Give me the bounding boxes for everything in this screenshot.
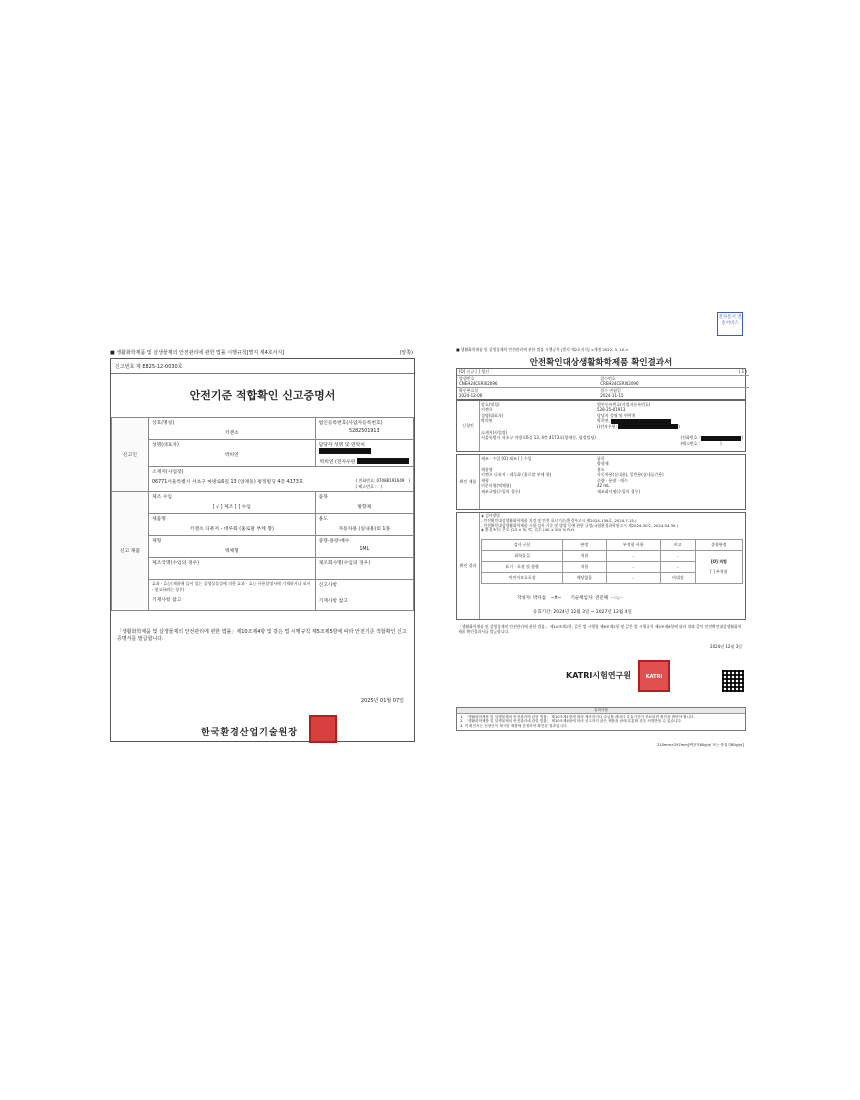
trade-name-cell: 상호(명칭) 키젠츠 bbox=[149, 418, 316, 440]
capacity-cell: 중량·용량·매수 1ML bbox=[315, 535, 413, 557]
redacted-block bbox=[357, 458, 409, 464]
product-name-cell: 제품명 키젠츠 디퓨저 - 데루화 (홈로말 부케 향) bbox=[149, 513, 316, 535]
applicant-box: 신청인 상호(명칭) 키젠츠법인등록번호(사업자등록번호) 528-25-01913 성명(대표자) 박희연담당자 성명 및 연락처 박희연, ((전자우편: ) 소재지(사업장) 서울특별시 서초구 마방로6길 13, 4층 4173호(양재동, 평정빌딩) (전화번호 : ) (팩스번호 : ) bbox=[456, 400, 746, 452]
applicant-label: 신청인 bbox=[457, 401, 480, 451]
redacted-block bbox=[611, 419, 671, 424]
certificate-frame bbox=[110, 358, 415, 742]
table-row: 표기 · 포장 및 함량 적합 - - bbox=[482, 562, 743, 573]
form-reference: ■ 생활화학제품 및 살생물제의 안전관리에 관한 법률 시행규칙 [별지 제2호서식] <개정 2022. 3. 10.> bbox=[456, 347, 629, 352]
e-document-stamp-icon: 전자문서 전송서비스 bbox=[717, 312, 743, 336]
issue-date: 2025년 01월 07일 bbox=[360, 698, 404, 704]
table-row: 화학물질 적합 - - [O] 적합 [ ] 부적합 bbox=[482, 551, 743, 562]
certificate-note: 「생활화학제품 및 살생물제의 안전관리에 관한 법률」제10조제4항 및 같은 법 시행규칙 제5조제5항에 따라 안전기준 적합확인 신고증명서를 발급합니다. bbox=[117, 629, 407, 642]
safety-check-result-report bbox=[456, 310, 746, 750]
certificate-table bbox=[111, 417, 414, 611]
report-date: 2024년 12월 3일 bbox=[710, 644, 742, 649]
reporter-label: 신고인 bbox=[112, 418, 149, 492]
ceo-cell: 성명(대표자) 박희연 bbox=[149, 440, 316, 467]
form-cell: 제형 액체형 bbox=[149, 535, 316, 557]
org-name: KATRI시험연구원 bbox=[566, 671, 632, 680]
mfg-cell: 제조 수입 [ √ ] 제조 [ ] 수입 bbox=[149, 491, 316, 513]
validity-period: 유효기간: 2024년 12월 3일 ~ 2027년 12월 4일 bbox=[533, 610, 632, 615]
results-table: 검사 구분 판정 부적합 사항 비고 종합판정 화학물질 적합 - - [O] 적합 [ ] 부적합 표기 · 포장 및 함량 적합 - - 어린이보호포장 해당없음 - 비대상 bbox=[481, 539, 743, 584]
product-box: 확인 제품 제조 · 수입 [O] 제조 [ ] 수입 품목 방향제 제품명 키젠츠 디퓨저 - 데루화 (홈로말 부케 향)용도 자동차용(실내용), 일반용(실내공간용) 제형 비분사형(액체형)중량 · 용량 · 매수 42 mL 제조국명(수입의 경우) 제조회사명(수입의 경우) bbox=[456, 454, 746, 510]
katri-seal-icon: KATRI bbox=[638, 660, 670, 692]
table-row: 어린이보호포장 해당없음 - 비대상 bbox=[482, 573, 743, 584]
product-label: 신고 제품 bbox=[112, 491, 149, 610]
official-seal-icon bbox=[309, 715, 337, 743]
report-title: 안전확인대상생활화학제품 확인결과서 bbox=[529, 358, 673, 368]
address-cell: 소재지(사업장) 06771서울특별시 서초구 마방로6길 13 (양재동) 평정빌딩 4층 4173호 ( 전화번호: 07088191649 ) ( 팩스번호 : ) bbox=[149, 466, 414, 491]
maker-cell: 제조회사명(수입의 경우) bbox=[315, 557, 413, 579]
category-cell: 품목 방향제 bbox=[315, 491, 413, 513]
report-item-cell: 신고사항 기재사항 참고 bbox=[315, 579, 413, 610]
redacted-block bbox=[618, 424, 678, 429]
qr-code-icon bbox=[722, 670, 744, 692]
certificate-title: 안전기준 적합확인 신고증명서 bbox=[189, 389, 336, 402]
redacted-block bbox=[319, 448, 371, 454]
safety-standard-report-certificate bbox=[110, 346, 415, 742]
report-number: 신고번호 제 E825-12-0030호 bbox=[115, 364, 183, 370]
form-reference: ■ 생활화학제품 및 살생물제의 안전관리에 관한 법률 시행규칙[별지 제4호서식] (앞쪽) bbox=[110, 350, 413, 356]
contact-cell: 담당자 성명 및 연락처 박희연 (전자우편 bbox=[315, 440, 413, 467]
paper-spec: 210mm×297mm[백상지80g/㎡ 또는 중질지80g/㎡] bbox=[657, 743, 744, 747]
notice-box: 유의사항 1. 「생활화학제품 및 살생물제의 안전관리에 관한 법률」 제10조제1항에 따라 제조하거나 수입할 때마다 유효기간이 종료되면 확인을 받아야 합니다. 2. 「생활화학제품 및 살생물제의 안전관리에 관한 법률」 제10조제4항에 따라 신고하지 않은 제품을 판매·유통할 경우 처벌받을 수 있습니다. 3. 이 확인서는 신청인이 제시한 제품에 한정하여 확인한 결과입니다. bbox=[456, 707, 746, 731]
issuer-name: 한국환경산업기술원장 bbox=[201, 728, 298, 738]
effect-cell: 효과 · 효능(제품에 들어 있는 살생물물질에 의한 효과 · 효능 사용설명서에 기재하거나 표시 · 광고하려는 경우) 기재사항 참고 bbox=[149, 579, 316, 610]
results-box: 확인 결과 ◈ 검사방법 - 안전확인대상생활화학제품 지정 및 안전 표시기준(환경부고시 제2024-139호, 2024.7.15.) - 안전확인대상생활화학제품 시험·검사 기준 및 방법 등에 관한 규정(국립환경과학원고시 제2024-30호, 2024.04.30.) ◈ 환경조건: 온도 (23 ± 5) ℃, 습도 (40 ± 20) % R.H. 검사 구분 판정 부적합 사항 비고 종합판정 화학물질 적합 - - [O] 적합 [ ] 부적합 표기 · 포장 및 함량 적합 - - 어린이보호포장 해당없음 - 비대상 작성자: 박다솜 ~ft~ 기술책임자: 전문해 ~sig~ 유효기간: 2024년 12월 3일 ~ 2027년 12월 4일 bbox=[456, 512, 746, 620]
usage-cell: 용도 자동차용 (실내용)외 1종 bbox=[315, 513, 413, 535]
report-header-box: [O] 신규 [ ] 갱신 ( 1 ) 발행번호 CNEH24CERI02096 접수번호 CREH24CERI02096 확인완료일 2024-12-06 접수 연월일 2024-11-15 bbox=[456, 368, 746, 400]
report-note: 「생활화학제품 및 살생물제의 안전관리에 관한 법률」 제10조제1항, 같은 법 시행령 제6조제2항 및 같은 법 시행규칙 제5조제6항에 따라 위와 같이 안전확인대상생활화학제품 확인결과서를 발급합니다. bbox=[458, 624, 742, 634]
origin-cell: 제조국명(수입의 경우) bbox=[149, 557, 316, 579]
biz-no-cell: 법인등록번호(사업자등록번호) 5282501913 bbox=[315, 418, 413, 440]
signature-line: 작성자: 박다솜 ~ft~ 기술책임자: 전문해 ~sig~ bbox=[517, 596, 624, 601]
